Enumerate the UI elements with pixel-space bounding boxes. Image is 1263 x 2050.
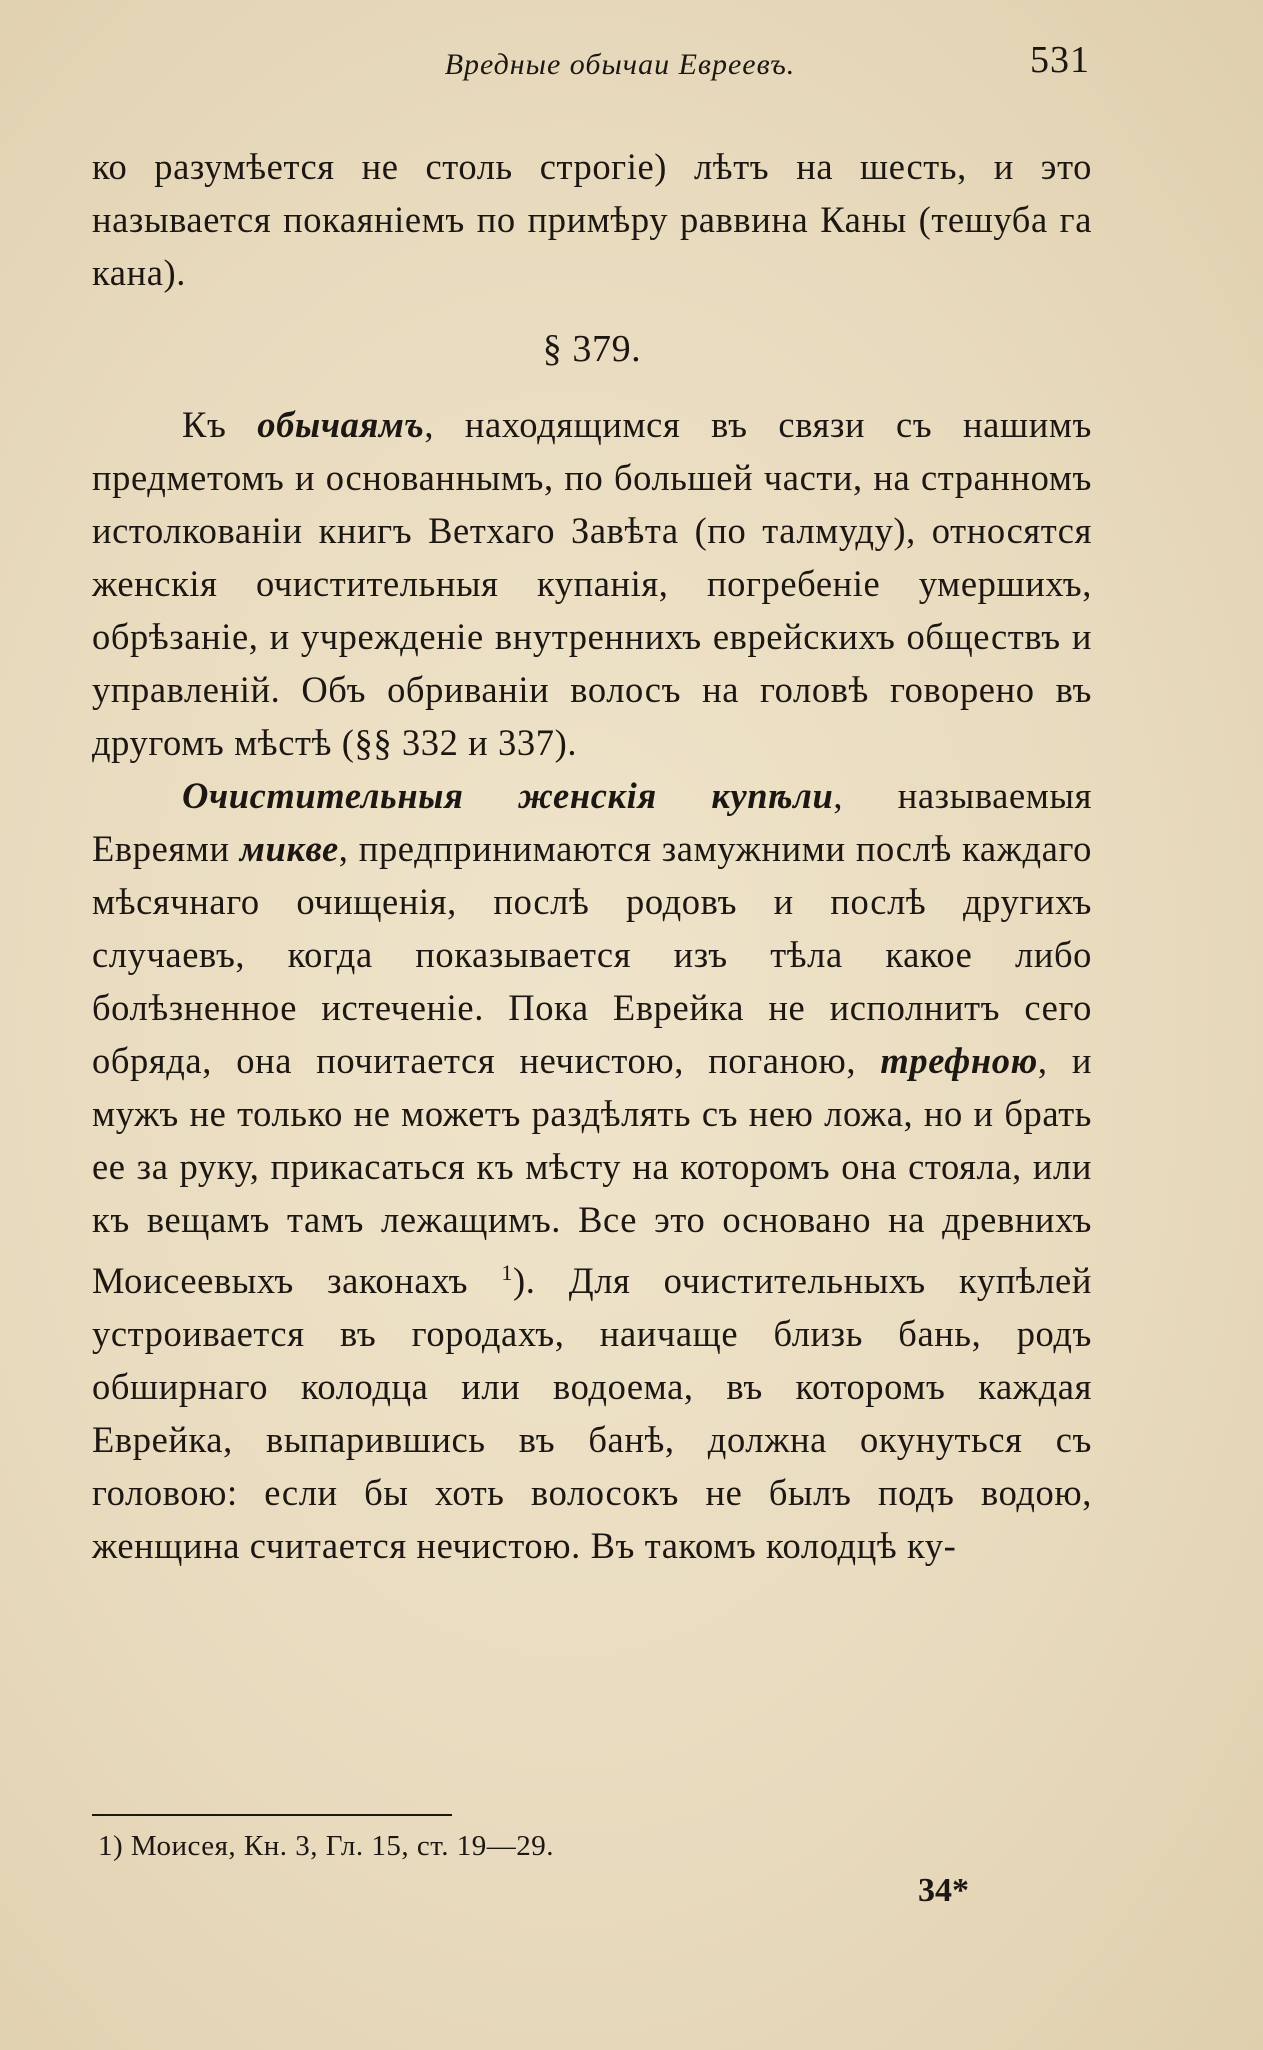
italic-term: микве bbox=[239, 828, 339, 869]
text-run: ). Для очистительныхъ купѣлей устроивается въ городахъ, наичаще близь бань, родъ обширнаго колодца или водоема, въ которомъ каждая Еврейка, выпарившись въ банѣ, должна окунуться съ головою: если бы хоть волосокъ не былъ подъ водою, женщина считается нечистою. Въ такомъ колодцѣ ку- bbox=[92, 1260, 1092, 1567]
italic-term: Очистительныя женскія купѣли bbox=[182, 775, 834, 816]
main-text bbox=[92, 140, 1092, 1572]
signature-mark: 34* bbox=[918, 1872, 969, 1909]
running-title: Вредныe обычаи Евреевъ. bbox=[444, 48, 796, 81]
italic-term: обычаямъ bbox=[257, 404, 425, 445]
text-run: , называемыя Евреями bbox=[92, 775, 1092, 869]
text-run: , и мужъ не только не можетъ раздѣлять съ нею ложа, но и брать ее за руку, прикасаться къ мѣсту на которомъ она стояла, или къ вещамъ тамъ лежащимъ. Все это основано на древнихъ Моисеевыхъ законахъ bbox=[92, 1040, 1092, 1302]
footnote: 1) Моисея, Кн. 3, Гл. 15, ст. 19—29. bbox=[98, 1830, 554, 1862]
text-run: , находящимся въ связи съ нашимъ предметомъ и основаннымъ, по большей части, на странномъ истолкованіи книгъ Ветхаго Завѣта (по талмуду), относятся женскія очистительныя купанія, погребеніе умершихъ, обрѣзаніе, и учрежденіе внутреннихъ еврейскихъ обществъ и управленій. Объ обриваніи волосъ на головѣ говорено въ другомъ мѣстѣ (§§ 332 и 337). bbox=[92, 404, 1092, 763]
footnote-divider bbox=[92, 1814, 452, 1816]
page-number: 531 bbox=[1030, 39, 1090, 81]
paragraph-customs bbox=[92, 398, 1092, 769]
text-run: Къ bbox=[182, 404, 258, 445]
italic-term: трефною bbox=[880, 1040, 1038, 1081]
footnote-reference: 1 bbox=[501, 1260, 513, 1285]
text-run: , предпринимаются замужними послѣ каждаго мѣсячнаго очищенія, послѣ родовъ и послѣ другихъ случаевъ, когда показывается изъ тѣла какое либо болѣзненное истеченіе. Пока Еврейка не исполнитъ сего обряда, она почитается нечистою, поганою, bbox=[92, 828, 1092, 1081]
section-heading: § 379. bbox=[542, 328, 642, 370]
paragraph-continuation: ко разумѣется не столь строгіе) лѣтъ на шесть, и это называется покаяніемъ по примѣру раввина Каны (тешуба га кана). bbox=[92, 146, 1092, 293]
paragraph-mikveh bbox=[92, 769, 1092, 1572]
